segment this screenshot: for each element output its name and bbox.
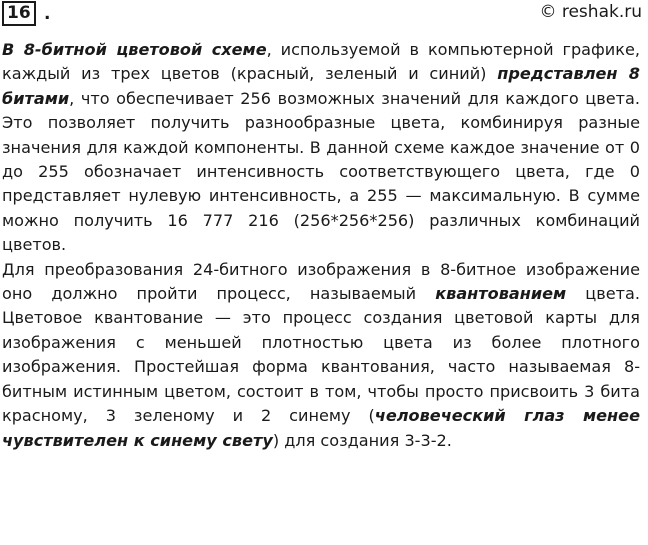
problem-number-dot: .	[44, 4, 51, 24]
problem-number-box: 16	[2, 1, 36, 26]
emphasis-eye-sensitivity: человеческий глаз менее чувствителен к синему свету	[2, 406, 640, 450]
emphasis-8bit-scheme: В 8-битной цветовой схеме	[2, 40, 267, 59]
paragraph-1	[2, 38, 640, 258]
paragraph-2-text-b: цвета. Цветовое квантование — это процесс создания цветовой карты для изображения с меньшей плотностью цвета из более плотного изображения. Простейшая форма квантования, часто называемая 8-битным истинным цветом, состоит в том, чтобы просто присвоить 3 бита красному, 3 зеленому и 2 синему (	[2, 284, 641, 426]
emphasis-quantization: квантованием	[435, 284, 567, 304]
paragraph-2	[2, 258, 640, 453]
header	[0, 0, 648, 30]
brand-watermark: © reshak.ru	[539, 2, 642, 22]
emphasis-8-bits: представлен 8 битами	[2, 64, 641, 108]
paragraph-1-text-b: , что обеспечивает 256 возможных значений для каждого цвета. Это позволяет получить разнообразные цвета, комбинируя разные значения для каждой компоненты. В данной схеме каждое значение от 0 до 255 обозначает интенсивность соответствующего цвета, где 0 представляет нулевую интенсивность, а 255 — максимальную. В сумме можно получить 16 777 216 (256*256*256) различных комбинаций цветов.	[2, 88, 640, 255]
paragraph-2-text-a: Для преобразования 24-битного изображения в 8-битное изображение оно должно пройти процесс, называемый	[2, 259, 640, 304]
paragraph-2-text-c: ) для создания 3-3-2.	[272, 430, 452, 450]
paragraph-1-text-a: , используемой в компьютерной графике, каждый из трех цветов (красный, зеленый и синий)	[2, 40, 640, 84]
answer-text	[2, 38, 640, 453]
